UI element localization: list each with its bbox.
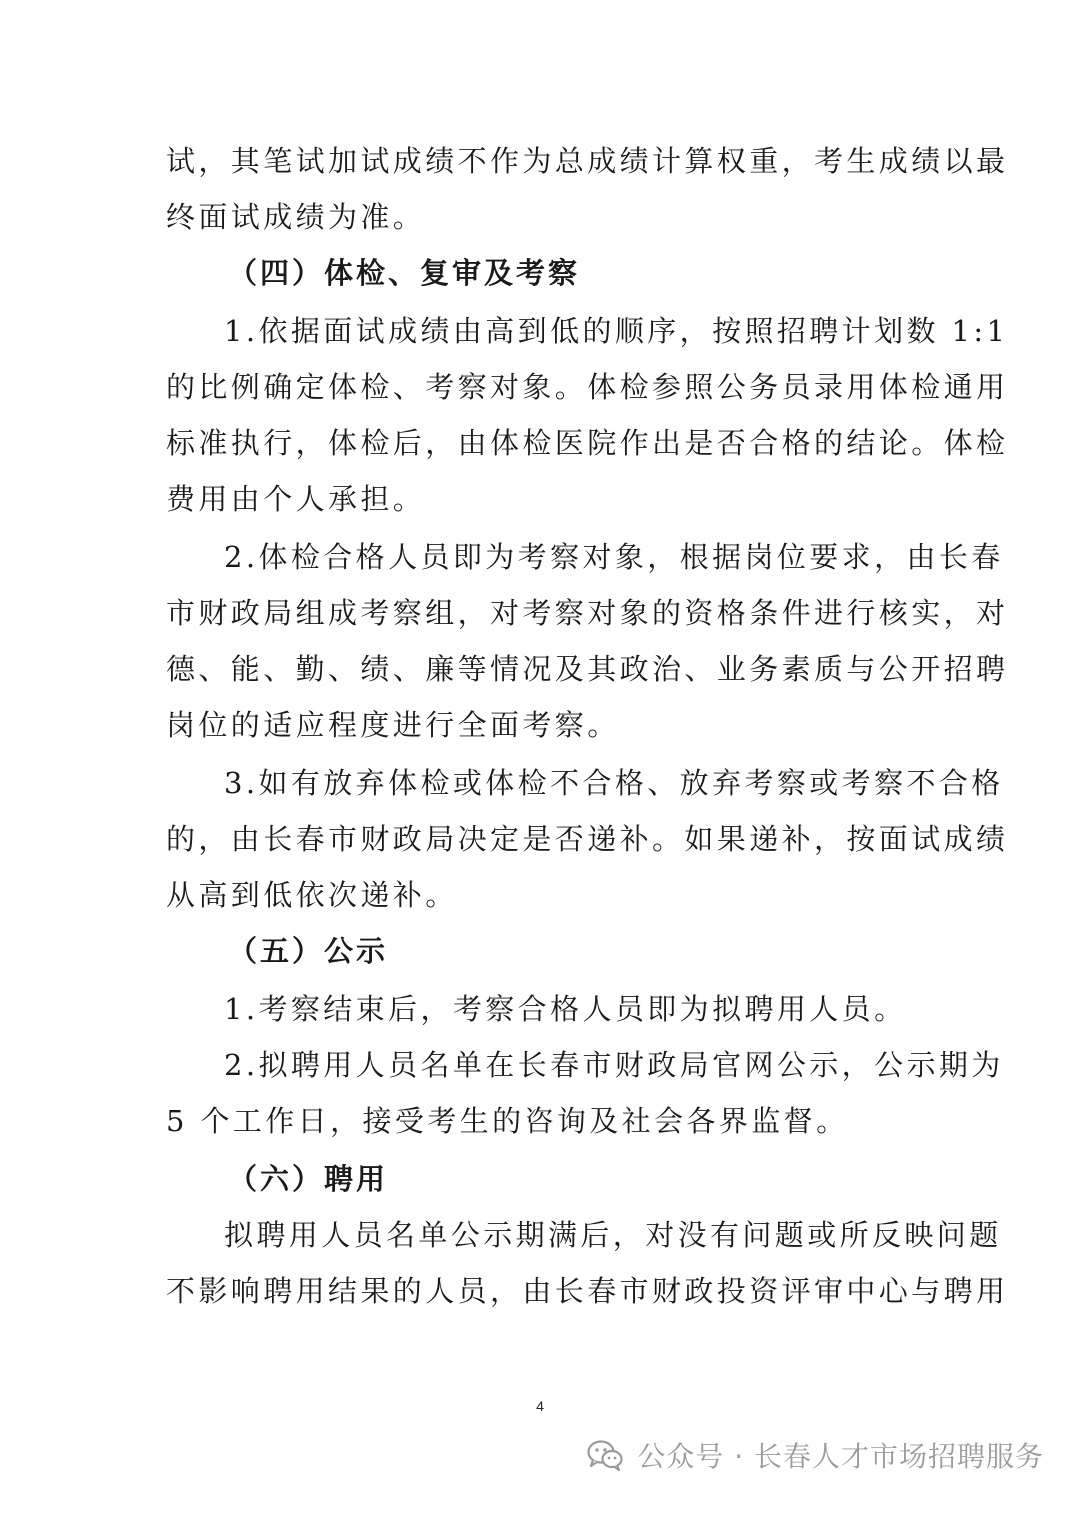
paragraph-line: 标准执行，体检后，由体检医院作出是否合格的结论。体检	[166, 426, 1009, 460]
watermark-text: 公众号 · 长春人才市场招聘服务	[637, 1440, 1044, 1473]
paragraph-line: 2.拟聘用人员名单在长春市财政局官网公示，公示期为	[224, 1048, 1004, 1082]
paragraph-line: 费用由个人承担。	[166, 482, 426, 516]
paragraph-line: 的比例确定体检、考察对象。体检参照公务员录用体检通用	[166, 370, 1009, 404]
page-number: 4	[536, 1398, 544, 1414]
section-heading-publicity: （五）公示	[228, 934, 389, 968]
paragraph-line: 3.如有放弃体检或体检不合格、放弃考察或考察不合格	[224, 766, 1004, 800]
paragraph-line: 终面试成绩为准。	[166, 200, 426, 234]
paragraph-line: 从高到低依次递补。	[166, 878, 458, 912]
paragraph-line: 市财政局组成考察组，对考察对象的资格条件进行核实，对	[166, 596, 1009, 630]
paragraph-line: 1.考察结束后，考察合格人员即为拟聘用人员。	[224, 992, 907, 1026]
paragraph-line: 的，由长春市财政局决定是否递补。如果递补，按面试成绩	[166, 822, 1009, 856]
paragraph-line: 不影响聘用结果的人员，由长春市财政投资评审中心与聘用	[166, 1274, 1009, 1308]
paragraph-line: 1.依据面试成绩由高到低的顺序，按照招聘计划数 1:1	[224, 314, 1009, 348]
paragraph-line: 拟聘用人员名单公示期满后，对没有问题或所反映问题	[224, 1218, 1002, 1252]
section-heading-inspection: （四）体检、复审及考察	[228, 256, 581, 290]
paragraph-line: 5 个工作日，接受考生的咨询及社会各界监督。	[166, 1104, 849, 1138]
paragraph-line: 岗位的适应程度进行全面考察。	[166, 708, 620, 742]
paragraph-line: 2.体检合格人员即为考察对象，根据岗位要求，由长春	[224, 540, 1004, 574]
watermark	[587, 1432, 1044, 1478]
section-heading-employment: （六）聘用	[228, 1162, 389, 1196]
wechat-icon	[587, 1439, 623, 1471]
paragraph-line: 试，其笔试加试成绩不作为总成绩计算权重，考生成绩以最	[166, 144, 1009, 178]
paragraph-line: 德、能、勤、绩、廉等情况及其政治、业务素质与公开招聘	[166, 652, 1009, 686]
